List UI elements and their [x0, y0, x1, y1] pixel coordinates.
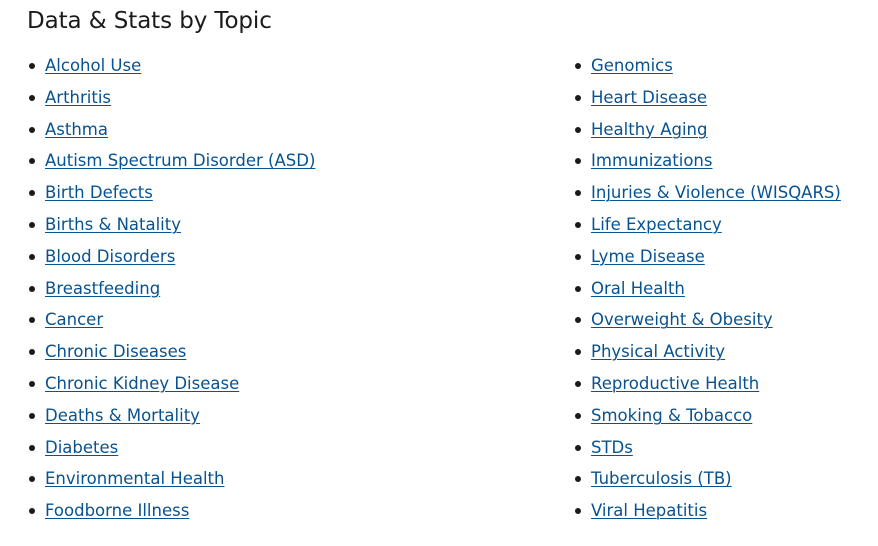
topic-link[interactable]: Overweight & Obesity	[591, 310, 773, 330]
topic-link[interactable]: Cancer	[45, 310, 104, 330]
topic-link[interactable]: Environmental Health	[45, 469, 225, 489]
topic-link[interactable]: Reproductive Health	[591, 373, 760, 393]
list-item	[573, 401, 841, 433]
list-item	[573, 178, 841, 210]
topic-link[interactable]: Tuberculosis (TB)	[591, 469, 732, 489]
topic-link[interactable]: Deaths & Mortality	[45, 405, 200, 425]
topic-link[interactable]: Chronic Kidney Disease	[45, 373, 240, 393]
list-item	[27, 51, 315, 83]
topic-link[interactable]: Viral Hepatitis	[591, 501, 708, 521]
list-item	[573, 337, 841, 369]
list-item	[27, 274, 315, 306]
list-item	[573, 115, 841, 147]
topic-link[interactable]: Lyme Disease	[591, 246, 705, 266]
list-item	[573, 210, 841, 242]
list-item	[573, 305, 841, 337]
list-item	[573, 433, 841, 465]
topic-link[interactable]: Blood Disorders	[45, 246, 176, 266]
list-item	[27, 401, 315, 433]
list-item	[573, 464, 841, 496]
list-item	[27, 305, 315, 337]
list-item	[573, 83, 841, 115]
list-item	[573, 274, 841, 306]
list-item	[27, 146, 315, 178]
list-item	[27, 242, 315, 274]
topic-link[interactable]: Oral Health	[591, 278, 685, 298]
topic-link[interactable]: Autism Spectrum Disorder (ASD)	[45, 151, 316, 171]
list-item	[573, 369, 841, 401]
topic-link[interactable]: Breastfeeding	[45, 278, 161, 298]
topic-link[interactable]: Heart Disease	[591, 87, 708, 107]
topic-link[interactable]: Immunizations	[591, 151, 713, 171]
topic-link[interactable]: Smoking & Tobacco	[591, 405, 753, 425]
list-item	[27, 464, 315, 496]
list-item	[27, 369, 315, 401]
topic-list-left	[27, 51, 315, 528]
topic-list-right	[573, 51, 841, 528]
topic-link[interactable]: Physical Activity	[591, 342, 726, 362]
topic-link[interactable]: Arthritis	[45, 87, 112, 107]
list-item	[27, 178, 315, 210]
topic-link[interactable]: Healthy Aging	[591, 119, 708, 139]
list-item	[573, 146, 841, 178]
topic-link[interactable]: Alcohol Use	[45, 56, 142, 75]
list-item	[27, 210, 315, 242]
topic-link[interactable]: Birth Defects	[45, 183, 153, 203]
topic-link[interactable]: Diabetes	[45, 437, 119, 457]
topic-link[interactable]: Asthma	[45, 119, 108, 139]
topic-link[interactable]: STDs	[591, 437, 633, 457]
topic-link[interactable]: Births & Natality	[45, 214, 182, 234]
list-item	[573, 51, 841, 83]
topic-link[interactable]: Injuries & Violence (WISQARS)	[591, 183, 841, 203]
list-item	[573, 242, 841, 274]
topic-link[interactable]: Genomics	[591, 56, 673, 75]
list-item	[27, 83, 315, 115]
topic-link[interactable]: Foodborne Illness	[45, 501, 190, 521]
list-item	[573, 496, 841, 528]
list-item	[27, 115, 315, 147]
topic-link[interactable]: Life Expectancy	[591, 214, 722, 234]
topic-link[interactable]: Chronic Diseases	[45, 342, 187, 362]
section-title: Data & Stats by Topic	[27, 8, 272, 34]
list-item	[27, 496, 315, 528]
list-item	[27, 433, 315, 465]
list-item	[27, 337, 315, 369]
